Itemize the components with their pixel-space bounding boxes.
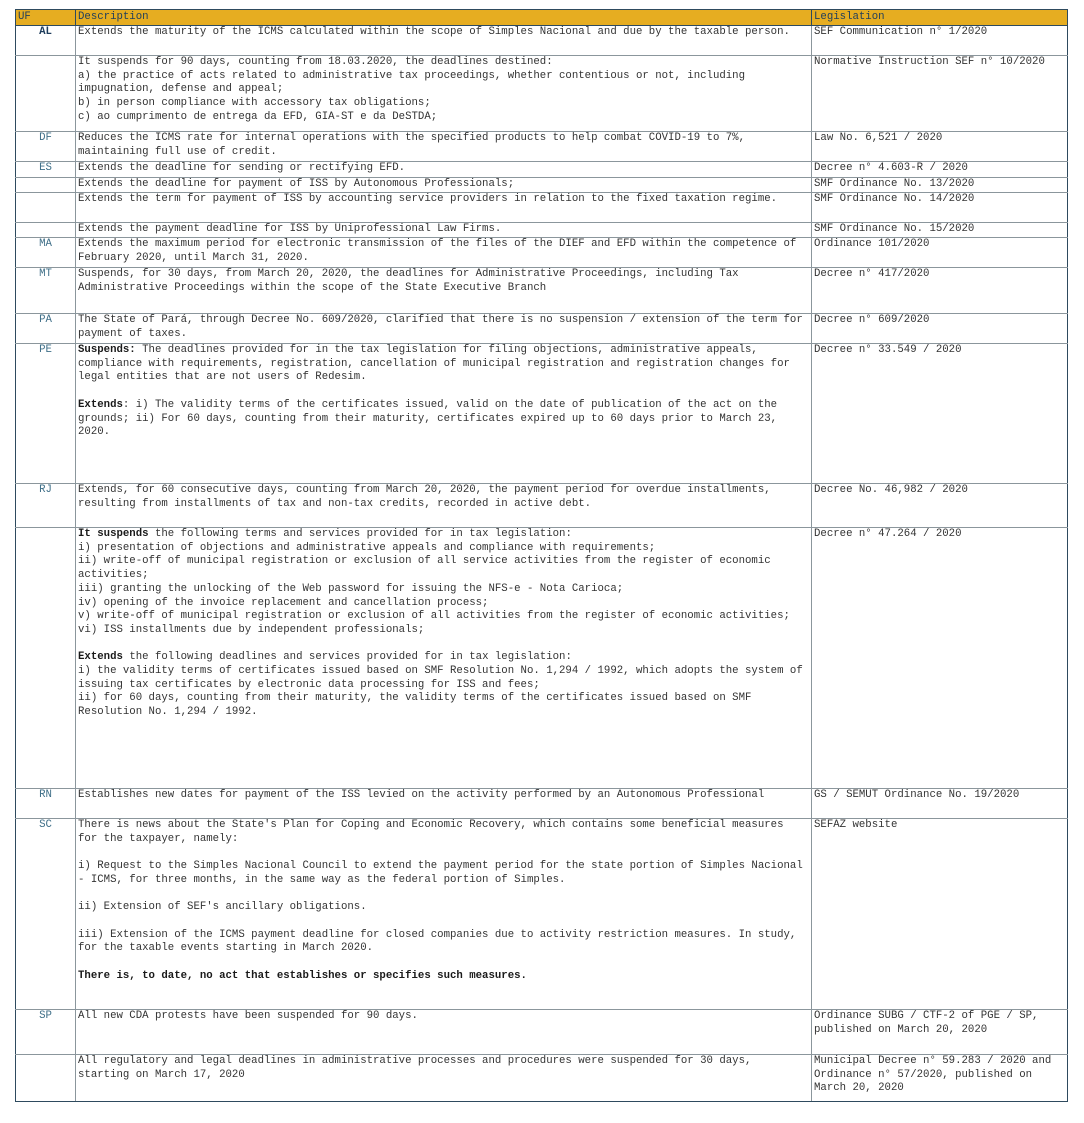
uf-cell <box>16 56 76 132</box>
uf-cell: PE <box>16 344 76 484</box>
table-row <box>16 819 1068 1010</box>
table-row <box>16 484 1068 528</box>
table-row <box>16 268 1068 314</box>
header-description: Description <box>76 10 812 26</box>
description-text: The State of Pará, through Decree No. 609/2020, clarified that there is no suspension / extension of the term for payment of taxes. <box>78 314 810 340</box>
legislation-cell: Decree n° 609/2020 <box>812 314 1068 344</box>
table-row <box>16 344 1068 484</box>
description-text: Suspends, for 30 days, from March 20, 2020, the deadlines for Administrative Proceedings, including Tax Administrative Proceedings within the scope of the State Executive Branch <box>78 268 746 294</box>
uf-cell: RJ <box>16 484 76 528</box>
description-text: the following terms and services provided for in tax legislation: i) presentation of objections and administrative appeals and compliance with requirements; ii) write-off of municipal registration or exclusion of all service activities from the register of economic activities; iii) granting the unlocking of the Web password for issuing the NFS-e - Nota Carioca; iv) opening of the invoice replacement and cancellation process; v) write-off of municipal registration or exclusion of all activities from the register of economic activities; vi) ISS installments due by independent professionals; <box>78 528 790 636</box>
table-row <box>16 178 1068 193</box>
description-cell <box>76 26 812 56</box>
table-row <box>16 1010 1068 1055</box>
description-text: : i) The validity terms of the certificates issued, valid on the date of publication of the act on the grounds; ii) For 60 days, counting from their maturity, certificates expired up to 60 days prior to March 23, 2020. <box>78 398 784 439</box>
description-cell <box>76 1055 812 1102</box>
description-cell <box>76 1010 812 1055</box>
table-row <box>16 132 1068 162</box>
tax-measures-table <box>15 9 1068 1102</box>
description-cell <box>76 789 812 819</box>
uf-cell: SP <box>16 1010 76 1055</box>
description-text: Extends the deadline for sending or rectifying EFD. <box>78 162 406 174</box>
legislation-cell: Normative Instruction SEF n° 10/2020 <box>812 56 1068 132</box>
uf-cell: SC <box>16 819 76 1010</box>
description-text: The deadlines provided for in the tax legislation for filing objections, administrative appeals, compliance with requirements, registration, cancellation of municipal registration and registration changes for legal entities that are not users of Redesim. <box>78 344 790 384</box>
table-row <box>16 193 1068 223</box>
legislation-cell: Decree n° 33.549 / 2020 <box>812 344 1068 484</box>
table-row <box>16 789 1068 819</box>
description-cell <box>76 193 812 223</box>
legislation-cell: SMF Ordinance No. 14/2020 <box>812 193 1068 223</box>
description-cell <box>76 484 812 528</box>
description-text: There is news about the State's Plan for Coping and Economic Recovery, which contains some beneficial measures for the taxpayer, namely: i) Request to the Simples Nacional Council to extend the payment period for the state portion of Simples Nacional - ICMS, for three months, in the same way as the federal portion of Simples. ii) Extension of SEF's ancillary obligations. iii) Extension of the ICMS payment deadline for closed companies due to activity restriction measures. In study, for the taxable events starting in March 2020. <box>78 819 803 955</box>
description-cell <box>76 162 812 178</box>
description-cell <box>76 344 812 484</box>
legislation-cell: SEF Communication n° 1/2020 <box>812 26 1068 56</box>
table-row <box>16 314 1068 344</box>
legislation-cell: GS / SEMUT Ordinance No. 19/2020 <box>812 789 1068 819</box>
description-text: Extends the deadline for payment of ISS by Autonomous Professionals; <box>78 178 515 190</box>
description-text: Extends, for 60 consecutive days, counting from March 20, 2020, the payment period for overdue installments, resulting from installments of tax and non-tax credits, recorded in active debt. <box>78 484 778 510</box>
description-text: Extends the maturity of the ICMS calculated within the scope of Simples Nacional and due by the taxable person. <box>78 26 790 38</box>
legislation-cell: Municipal Decree n° 59.283 / 2020 and Ordinance n° 57/2020, published on March 20, 2020 <box>812 1055 1068 1102</box>
legislation-cell: SMF Ordinance No. 15/2020 <box>812 223 1068 238</box>
uf-cell: MA <box>16 238 76 268</box>
table-row <box>16 162 1068 178</box>
uf-cell: RN <box>16 789 76 819</box>
table-row <box>16 223 1068 238</box>
uf-cell: PA <box>16 314 76 344</box>
uf-cell: DF <box>16 132 76 162</box>
uf-cell <box>16 193 76 223</box>
description-text: It suspends for 90 days, counting from 18.03.2020, the deadlines destined: a) the practice of acts related to administrative tax proceedings, whether contentious or not, including impugnation, defense and appeal; b) in person compliance with accessory tax obligations; c) ao cumprimento de entrega da EFD, GIA-ST e da DeSTDA; <box>78 56 746 123</box>
legislation-cell: Decree n° 4.603-R / 2020 <box>812 162 1068 178</box>
header-legislation: Legislation <box>812 10 1068 26</box>
description-text: Extends the maximum period for electronic transmission of the files of the DIEF and EFD within the competence of February 2020, until March 31, 2020. <box>78 238 803 264</box>
description-cell <box>76 223 812 238</box>
description-bold-text: It suspends <box>78 528 149 540</box>
description-text: Extends the payment deadline for ISS by Uniprofessional Law Firms. <box>78 223 502 235</box>
uf-cell <box>16 1055 76 1102</box>
table-row <box>16 26 1068 56</box>
uf-cell <box>16 178 76 193</box>
description-cell <box>76 314 812 344</box>
description-cell <box>76 132 812 162</box>
description-text: Extends the term for payment of ISS by accounting service providers in relation to the fixed taxation regime. <box>78 193 778 205</box>
legislation-cell: SMF Ordinance No. 13/2020 <box>812 178 1068 193</box>
description-text: Reduces the ICMS rate for internal operations with the specified products to help combat COVID-19 to 7%, maintaining full use of credit. <box>78 132 752 158</box>
description-text: the following deadlines and services provided for in tax legislation: i) the validity terms of certificates issued based on SMF Resolution No. 1,294 / 1992, which adopts the system of issuing tax certificates by electronic data processing for ISS and fees; ii) for 60 days, counting from their maturity, the validity terms of the certificates issued based on SMF Resolution No. 1,294 / 1992. <box>78 651 803 719</box>
description-cell <box>76 268 812 314</box>
uf-cell: ES <box>16 162 76 178</box>
description-cell <box>76 238 812 268</box>
legislation-cell: Decree No. 46,982 / 2020 <box>812 484 1068 528</box>
uf-cell <box>16 223 76 238</box>
table-body <box>16 26 1068 1102</box>
table-row <box>16 1055 1068 1102</box>
header-uf: UF <box>16 10 76 26</box>
legislation-cell: Ordinance 101/2020 <box>812 238 1068 268</box>
description-bold-text: There is, to date, no act that establishes or specifies such measures. <box>78 969 527 982</box>
table-row <box>16 238 1068 268</box>
description-bold-text: Suspends: <box>78 344 136 356</box>
table-row <box>16 528 1068 789</box>
legislation-cell: Ordinance SUBG / CTF-2 of PGE / SP, published on March 20, 2020 <box>812 1010 1068 1055</box>
legislation-cell: Law No. 6,521 / 2020 <box>812 132 1068 162</box>
legislation-cell: Decree n° 417/2020 <box>812 268 1068 314</box>
table-row <box>16 56 1068 132</box>
description-cell <box>76 178 812 193</box>
header-row <box>16 10 1068 26</box>
description-text: All new CDA protests have been suspended for 90 days. <box>78 1010 418 1022</box>
legislation-cell: SEFAZ website <box>812 819 1068 1010</box>
description-text: Establishes new dates for payment of the ISS levied on the activity performed by an Autonomous Professional <box>78 789 765 801</box>
description-cell <box>76 56 812 132</box>
uf-cell: AL <box>16 26 76 56</box>
description-bold-text: Extends <box>78 398 123 411</box>
description-cell <box>76 819 812 1010</box>
description-cell <box>76 528 812 789</box>
description-bold-text: Extends <box>78 651 123 664</box>
description-text: All regulatory and legal deadlines in administrative processes and procedures were suspended for 30 days, starting on March 17, 2020 <box>78 1055 758 1081</box>
uf-cell <box>16 528 76 789</box>
legislation-cell: Decree n° 47.264 / 2020 <box>812 528 1068 789</box>
uf-cell: MT <box>16 268 76 314</box>
